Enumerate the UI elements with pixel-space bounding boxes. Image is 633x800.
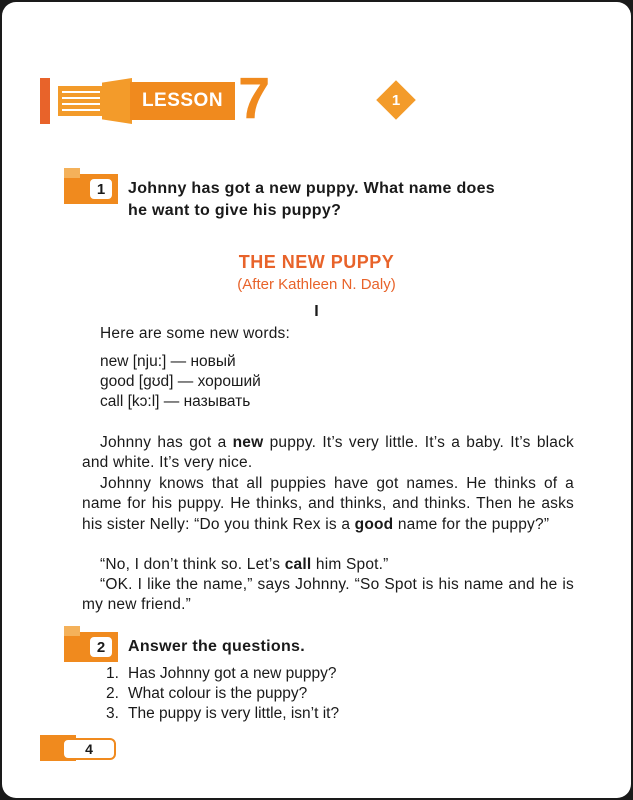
story-text: “OK. I like the name,” says Johnny. “So Spot is his name and he is my new friend.” (82, 576, 574, 614)
story-paragraph-4 (82, 575, 574, 616)
vocab-transcription: [gʊd] (138, 373, 174, 390)
lesson-decor-lines (58, 86, 104, 116)
story-part: I (314, 303, 319, 320)
exercise-2-tab-fold (64, 626, 80, 636)
vocab-intro: Here are some new words: (100, 325, 291, 342)
lesson-label: LESSON (130, 82, 235, 120)
step-number: 1 (391, 91, 401, 109)
vocab-item (100, 352, 236, 372)
lesson-ribbon (102, 78, 132, 124)
exercise-2-number: 2 (88, 635, 114, 659)
story-title: THE NEW PUPPY (238, 252, 395, 272)
story-text: Johnny has got a (100, 434, 233, 451)
story-text: him Spot.” (311, 556, 389, 573)
exercise-1-number: 1 (88, 177, 114, 201)
exercise-1-tab-fold (64, 168, 80, 178)
new-word-highlight: good (354, 515, 394, 533)
exercise-1-line-2: he want to give his puppy? (128, 202, 342, 219)
vocab-item (100, 392, 250, 412)
vocab-transcription: [nju:] (132, 353, 167, 370)
exercise-2-instruction: Answer the questions. (128, 638, 305, 655)
story-text: “No, I don’t think so. Let’s (100, 556, 285, 573)
vocab-transcription: [kɔ:l] (127, 393, 160, 410)
story-paragraph-2 (82, 474, 574, 535)
story-paragraph-3 (82, 555, 574, 575)
vocab-dash: — (170, 353, 187, 370)
vocab-item (100, 372, 261, 392)
new-word-highlight: call (284, 556, 312, 573)
vocab-translation: хороший (197, 373, 261, 390)
question-number: 2. (106, 685, 119, 702)
vocab-word: good (100, 373, 135, 390)
question-text: Has Johnny got a new puppy? (128, 665, 337, 682)
question-item (106, 704, 339, 724)
lesson-number: 7 (238, 66, 271, 131)
story-text: name for the puppy?” (393, 515, 550, 533)
vocab-word: new (100, 353, 129, 370)
lesson-decor-stripe (40, 78, 50, 124)
page-number: 4 (62, 738, 116, 760)
question-item (106, 684, 307, 704)
question-number: 3. (106, 705, 119, 722)
story-text: puppy. It’s very little. It’s a baby. It’s black and white. It’s very nice. (82, 434, 575, 472)
question-number: 1. (106, 665, 119, 682)
question-item (106, 664, 337, 684)
new-word-highlight: new (232, 434, 264, 451)
story-subtitle: (After Kathleen N. Daly) (237, 276, 396, 293)
vocab-translation: называть (183, 393, 251, 410)
textbook-page (2, 2, 631, 798)
question-text: The puppy is very little, isn’t it? (128, 705, 340, 722)
vocab-word: call (100, 393, 124, 410)
question-text: What colour is the puppy? (128, 685, 308, 702)
story-paragraph-1 (82, 433, 574, 474)
vocab-dash: — (163, 393, 180, 410)
exercise-1-line-1: Johnny has got a new puppy. What name does (128, 180, 496, 197)
vocab-dash: — (177, 373, 194, 390)
story-text: Johnny knows that all puppies have got names. He thinks of a name for his puppy. He thinks, and thinks, and thinks. Then he asks his sister Nelly: “Do you think Rex is a (82, 475, 574, 533)
vocab-translation: новый (190, 353, 236, 370)
